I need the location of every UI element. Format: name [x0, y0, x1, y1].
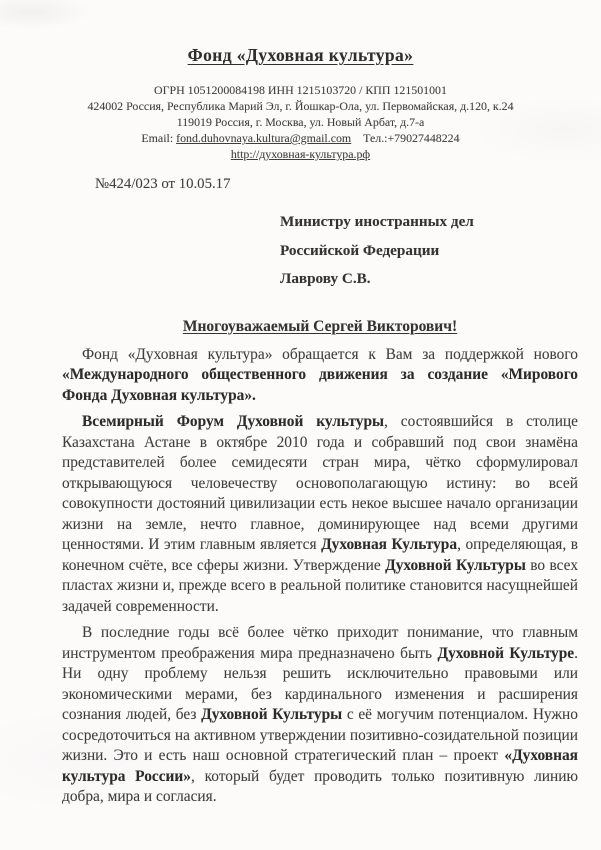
addressee-line-1: Министру иностранных дел	[280, 213, 474, 230]
paragraph-3: В последние годы всё более чётко приходит понимание, что главным инструментом преображения мира предназначено быть Духовной Культуре. Ни одну проблему нельзя решить исключительно правовыми или экономическими мерами, без кардинального изменения и расширения сознания людей, без Духовной Культуры с её могучим потенциалом. Нужно сосредоточиться на активном утверждении позитивно-созидательной позиции жизни. Это и есть наш основной стратегический план – проект «Духовная культура России», который будет проводить только позитивную линию добра, мира и согласия.	[62, 624, 578, 805]
addressee-block	[280, 208, 601, 294]
letterhead	[0, 0, 601, 162]
addressee-line-3: Лаврову С.В.	[280, 270, 371, 287]
paragraph-2: Всемирный Форум Духовной культуры, состоявшийся в столице Казахстана Астане в октябре 2010 года и собравший под свои знамёна представителей более семидесяти стран мира, чётко сформулировал открывающуюся человечеству основополагающую истину: во всей совокупности достояний цивилизации есть некое высшее начало организации жизни на земле, нечто главное, доминирующее над всеми другими ценностями. И этим главным является Духовная Культура, определяющая, в конечном счёте, все сферы жизни. Утверждение Духовной Культуры во всех пластах жизни и, прежде всего в реальной политике становится насущнейшей задачей современности.	[62, 413, 579, 615]
phone-number: Тел.:+79027448224	[363, 131, 460, 145]
org-address-line-2: 119019 Россия, г. Москва, ул. Новый Арбат, д.7-а	[176, 115, 425, 129]
letterhead-contact-block	[0, 82, 601, 162]
email-link[interactable]: fond.duhovnaya.kultura@gmail.com	[176, 131, 352, 145]
email-label: Email:	[141, 131, 174, 145]
addressee-line-2: Российской Федерации	[280, 241, 440, 259]
org-name: Фонд «Духовная культура»	[187, 45, 414, 65]
website-link[interactable]: http://духовная-культура.рф	[230, 147, 371, 161]
letter-body	[62, 318, 578, 808]
paragraph-1: Фонд «Духовная культура» обращается к Вам за поддержкой нового «Международного общественного движения за создание «Мирового Фонда Духовная культура».	[62, 345, 578, 404]
org-address-line-1: 424002 Россия, Республика Марий Эл, г. Йошкар-Ола, ул. Первомайская, д.120, к.24	[87, 99, 514, 113]
salutation: Многоуважаемый Сергей Викторович!	[182, 317, 458, 335]
org-registration-line: ОГРН 1051200084198 ИНН 1215103720 / КПП 121501001	[154, 83, 447, 97]
org-contact-line	[0, 130, 601, 146]
reference-number: №424/023 от 10.05.17	[95, 176, 231, 192]
org-website-line	[0, 146, 601, 162]
